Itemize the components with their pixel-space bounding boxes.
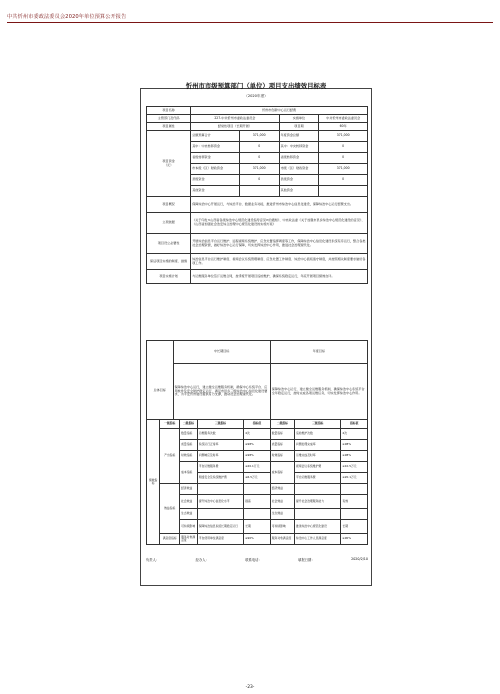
section-text: 综治信息平台运行维护制度、视频会议系统管理制度、应急处置工作制度、综治中心值班值守制度，并按照相关制度要求做好各项工作。	[191, 254, 368, 270]
project-sections-table	[146, 196, 368, 284]
indicator-cell: 提升综治中心信息化水平	[197, 495, 243, 509]
indicator-cell: 服务对象满意度	[180, 534, 198, 545]
phone-label: 联系电话：	[245, 557, 262, 562]
section-text: 与运维服务单位签订运维合同，按季度开展项目巡检维护，确保系统稳定运行，年底开展项目绩效自评。	[191, 270, 368, 284]
indicator-cell	[295, 484, 341, 495]
indicator-cell: ≤10.5万元	[341, 462, 368, 473]
funds-cell: 0	[239, 175, 279, 186]
funds-table	[146, 130, 368, 197]
funds-cell	[319, 186, 368, 197]
long-term-goal-text: 保障综治中心运行，建立健全运维服务机制，确保中心系统平台、应用软件及安全防护稳定运行，满足市县乡三级综治中心信息化建设要求，为平安忻州建设提供有力支撑，推动社会治理现代化。	[173, 364, 270, 420]
indicator-cell: 社会效益	[270, 495, 294, 509]
annual-goal-label: 年度目标	[270, 341, 367, 364]
long-term-goal-label: 中长期目标	[173, 341, 270, 364]
indicator-cell: 质量指标	[180, 440, 198, 451]
indicator-cell: 服务对象满意度	[270, 534, 294, 545]
period-label: 项目期	[279, 123, 319, 131]
indicator-cell	[197, 484, 243, 495]
funds-cell	[239, 186, 279, 197]
indicator-cell: 保障综治信息系统长期稳定运行	[197, 520, 243, 534]
owner-label: 负责人：	[146, 557, 160, 562]
annual-goal-text: 保障综治中心运行，建立健全运维服务机制，确保综治中心系统平台全年稳定运行，按时完成各项运维任务，切实发挥综治中心作用。	[270, 364, 367, 420]
indicator-cell: 可持续影响	[180, 520, 198, 534]
dept-label: 主管部门及代码	[147, 115, 191, 123]
indicator-cell: ≥90%	[341, 534, 368, 545]
date-label: 填报日期：	[298, 557, 315, 562]
page-number: -23-	[245, 685, 255, 690]
indicator-cell	[244, 484, 271, 495]
indicator-cell: 时效指标	[270, 451, 294, 462]
section-text: 开展综治信息平台运行维护、远程视频系统维护、应急处置指挥调度等工作，保障综治中心信息化建设系统有序运行，整合各类社会治理资源，做好综治中心运行保障，切实发挥综治中心作用，推进社会治理现代化。	[191, 234, 368, 254]
indicator-cell: ≥98%	[244, 440, 271, 451]
indicator-cell: 提高	[244, 495, 271, 509]
form-footer	[146, 554, 368, 564]
indicator-cell: 系统运行正常率	[197, 440, 243, 451]
indicator-cell: 推进综治中心规范化建设	[295, 520, 341, 534]
funds-cell: 0	[239, 142, 279, 153]
indicator-cell: 运维服务次数	[197, 429, 243, 440]
funds-cell: 371,000	[239, 164, 279, 175]
overall-goal-label: 总体目标	[147, 364, 174, 420]
funds-cell: 市级（区）财政资金	[279, 164, 319, 175]
funds-cell: 0	[319, 142, 368, 153]
section-label: 项目实施计划	[147, 270, 191, 284]
indicator-cell: 网络安全及系统维护费	[197, 473, 243, 484]
funds-cell: 其他资金	[279, 186, 319, 197]
indicator-cell: 问题处理完成率	[295, 440, 341, 451]
indicator-header: 三级指标	[295, 420, 341, 429]
unit-value: 中共忻州市委政法委员会	[319, 115, 368, 123]
indicator-cell	[295, 509, 341, 520]
funds-cell: 0	[319, 175, 368, 186]
indicator-cell: 社会效益	[180, 495, 198, 509]
funds-cell: 其中：中央转移资金	[279, 142, 319, 153]
indicator-cell: 巡检维护次数	[295, 429, 341, 440]
indicator-cell: 成本指标	[270, 462, 294, 484]
indicators-table	[146, 419, 368, 545]
indicator-cell: 可持续影响	[270, 520, 294, 534]
indicator-header: 指标值	[341, 420, 368, 429]
indicator-cell: 视频会议系统维护费	[295, 462, 341, 473]
indicator-level1: 效益指标	[160, 484, 180, 534]
indicator-header: 三级指标	[197, 420, 243, 429]
attr-value: 经常性项目（长期开展）	[191, 123, 279, 131]
indicator-cell: 长期	[244, 520, 271, 534]
section-label: 项目设立必要性	[147, 234, 191, 254]
funds-label: 项目资金 （元）	[147, 131, 191, 197]
document-header: 中共忻州市委政法委员会2020年单位预算公开报告	[7, 14, 127, 20]
indicators-side-label: 绩效指标	[147, 420, 160, 545]
indicator-cell	[197, 509, 243, 520]
funds-cell: 371,000	[239, 131, 279, 142]
funds-cell: 市本级（区）财政资金	[191, 164, 240, 175]
indicator-header: 一级指标	[160, 420, 180, 429]
indicator-cell: 综治中心工作人员满意度	[295, 534, 341, 545]
funds-cell: 371,000	[319, 164, 368, 175]
indicator-level1: 产出指标	[160, 429, 180, 484]
section-label: 项目概况	[147, 197, 191, 213]
funds-cell: 0	[239, 153, 279, 164]
unit-label: 实施单位	[279, 115, 319, 123]
indicator-cell	[341, 509, 368, 520]
indicator-cell: 质量指标	[270, 440, 294, 451]
form-title: 忻州市市级预算部门（单位）项目支出绩效目标表	[185, 82, 327, 90]
indicator-cell: 数量指标	[270, 429, 294, 440]
section-text: 保障综治中心开展运行，与综治平台、数据业务对接，推进忻州市综治中心信息化建设，保障综治中心运行经费支出。	[191, 197, 368, 213]
indicator-cell: 4次	[244, 429, 271, 440]
funds-cell: 其他资金	[191, 186, 240, 197]
funds-cell: 省级转移资金	[191, 153, 240, 164]
indicator-cell	[244, 509, 271, 520]
indicator-cell: 问题响应及时率	[197, 451, 243, 462]
indicator-cell: 平台运维服务费	[295, 473, 341, 484]
indicator-cell: 成本指标	[180, 462, 198, 484]
indicator-cell: ≥98%	[244, 451, 271, 462]
funds-cell: 总额预算合计	[191, 131, 240, 142]
funds-cell: 其中：中央转移资金	[191, 142, 240, 153]
indicator-cell: 提升社会治理服务能力	[295, 495, 341, 509]
handler-label: 经办人：	[195, 557, 209, 562]
indicator-header: 二级指标	[180, 420, 198, 429]
funds-cell: 年度资金总额	[279, 131, 319, 142]
indicator-cell: 长期	[341, 520, 368, 534]
indicator-cell: 平台运维服务费	[197, 462, 243, 473]
funds-cell: 0	[319, 153, 368, 164]
indicator-header: 二级指标	[270, 420, 294, 429]
indicator-cell: ≤20.1万元	[341, 473, 368, 484]
indicator-cell: ≥98%	[341, 440, 368, 451]
indicator-cell: 生态效益	[270, 509, 294, 520]
indicator-cell: ≤6.5万元	[244, 473, 271, 484]
indicator-level1: 满意度指标	[160, 534, 180, 545]
indicator-cell	[341, 484, 368, 495]
form-year: （2020年度）	[244, 94, 268, 98]
indicator-cell: ≤20.1万元	[244, 462, 271, 473]
indicator-cell: 有效	[341, 495, 368, 509]
funds-cell: 371,000	[319, 131, 368, 142]
indicator-cell: ≥98%	[341, 451, 368, 462]
section-text: 《关于印发<山西省各级综治中心规范化建设指导意见>的通知》、中央政法委《关于加强市县乡综治中心规范化建设的意见》、《山西省加强社会治安综合治理中心规范化建设的实施方案》	[191, 213, 368, 234]
goals-table	[146, 340, 368, 420]
project-info-table	[146, 106, 368, 131]
section-label: 立项依据	[147, 213, 191, 234]
indicator-header: 指标值	[244, 420, 271, 429]
indicator-cell: 经济效益	[180, 484, 198, 495]
funds-cell: 县级资金	[279, 175, 319, 186]
indicator-cell: 4次	[341, 429, 368, 440]
indicator-cell: 时效指标	[180, 451, 198, 462]
funds-cell: 省级转移资金	[279, 153, 319, 164]
indicator-cell: 经济效益	[270, 484, 294, 495]
indicator-cell: 运维完成及时率	[295, 451, 341, 462]
project-name-label: 项目名称	[147, 107, 191, 115]
indicator-cell: 平台使用单位满意度	[197, 534, 243, 545]
indicator-cell: 数量指标	[180, 429, 198, 440]
period-value: 60年	[319, 123, 368, 131]
dept-value: 227-中共忻州市委政法委员会	[191, 115, 279, 123]
section-label: 保证项目实施的制度、措施	[147, 254, 191, 270]
indicator-cell: 生态效益	[180, 509, 198, 520]
indicator-cell: ≥90%	[244, 534, 271, 545]
attr-label: 项目属性	[147, 123, 191, 131]
header-divider	[7, 22, 493, 23]
project-name-value: 忻州市创新中心运行经费	[191, 107, 368, 115]
date-value: 2020/2/10	[351, 557, 368, 561]
funds-cell: 县级资金	[191, 175, 240, 186]
